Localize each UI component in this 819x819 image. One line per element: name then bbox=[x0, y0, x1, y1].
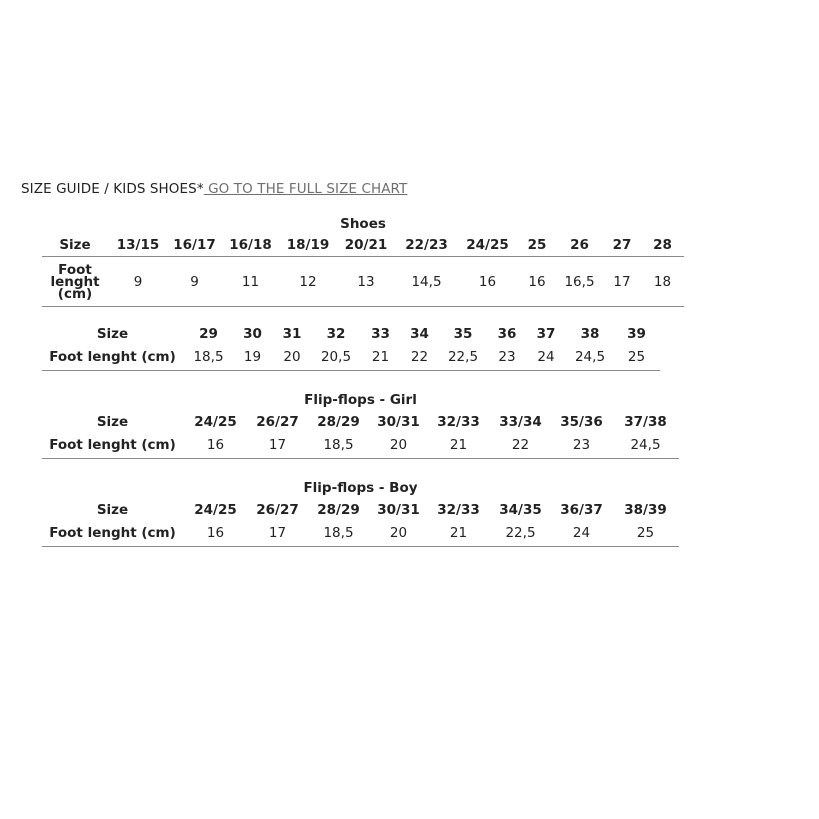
size-cell: 18/19 bbox=[280, 235, 336, 257]
foot-length-label-line: Foot bbox=[58, 261, 92, 278]
size-cell: 25 bbox=[518, 235, 556, 257]
length-cell: 24,5 bbox=[567, 345, 613, 371]
foot-length-label: Foot lenght (cm) bbox=[42, 345, 183, 371]
size-cell: 26/27 bbox=[256, 502, 299, 518]
size-cell: 34/35 bbox=[499, 502, 542, 518]
size-cell: 30 bbox=[243, 326, 262, 342]
length-cell: 18,5 bbox=[307, 521, 370, 547]
shoes-caption: Shoes bbox=[340, 216, 386, 232]
shoes-size-table bbox=[42, 235, 684, 307]
foot-length-label-line: lenght bbox=[50, 273, 100, 290]
size-cell: 34 bbox=[410, 326, 429, 342]
size-cell: 38 bbox=[580, 326, 600, 342]
size-cell: 31 bbox=[282, 326, 302, 342]
size-header: Size bbox=[96, 326, 129, 342]
length-cell: 18 bbox=[641, 257, 684, 307]
size-cell: 36/37 bbox=[560, 502, 603, 518]
length-cell: 16 bbox=[183, 521, 248, 547]
length-cell: 20 bbox=[370, 521, 427, 547]
shoes-size-table-continued bbox=[42, 323, 660, 371]
size-cell: 32/33 bbox=[437, 414, 480, 430]
size-cell: 16/17 bbox=[168, 235, 221, 257]
length-cell: 9 bbox=[168, 257, 221, 307]
size-cell: 22/23 bbox=[396, 235, 457, 257]
length-cell: 11 bbox=[221, 257, 280, 307]
flipflops-boy-size-table bbox=[42, 499, 679, 547]
size-header: Size bbox=[96, 414, 129, 430]
length-cell: 22 bbox=[402, 345, 437, 371]
flipflops-girl-caption: Flip-flops - Girl bbox=[304, 392, 417, 408]
size-cell: 28 bbox=[641, 235, 684, 257]
length-cell: 22,5 bbox=[437, 345, 489, 371]
length-cell: 16 bbox=[457, 257, 518, 307]
size-guide-title: SIZE GUIDE / KIDS SHOES* bbox=[21, 181, 204, 197]
length-cell: 20,5 bbox=[313, 345, 359, 371]
length-cell: 22,5 bbox=[490, 521, 551, 547]
length-cell: 24 bbox=[525, 345, 567, 371]
size-cell: 26 bbox=[556, 235, 603, 257]
length-cell: 20 bbox=[271, 345, 313, 371]
foot-length-label: Foot lenght (cm) bbox=[42, 433, 183, 459]
length-cell: 21 bbox=[359, 345, 402, 371]
size-cell: 37 bbox=[536, 326, 556, 342]
size-header: Size bbox=[42, 235, 108, 257]
length-cell: 18,5 bbox=[183, 345, 234, 371]
length-cell: 21 bbox=[427, 433, 490, 459]
size-cell: 35/36 bbox=[560, 414, 603, 430]
size-cell: 16/18 bbox=[221, 235, 280, 257]
length-cell: 17 bbox=[248, 433, 307, 459]
flipflops-boy-caption: Flip-flops - Boy bbox=[303, 480, 418, 496]
size-cell: 26/27 bbox=[256, 414, 299, 430]
size-header: Size bbox=[96, 502, 129, 518]
size-cell: 33 bbox=[371, 326, 390, 342]
length-cell: 25 bbox=[612, 521, 679, 547]
size-cell: 28/29 bbox=[317, 414, 360, 430]
full-size-chart-link[interactable]: GO TO THE FULL SIZE CHART bbox=[203, 181, 408, 197]
size-cell: 38/39 bbox=[624, 502, 667, 518]
length-cell: 22 bbox=[490, 433, 551, 459]
foot-length-label: Foot lenght (cm) bbox=[42, 521, 183, 547]
length-cell: 23 bbox=[551, 433, 612, 459]
length-cell: 24,5 bbox=[612, 433, 679, 459]
size-cell: 39 bbox=[627, 326, 646, 342]
size-cell: 30/31 bbox=[377, 414, 420, 430]
size-cell: 35 bbox=[453, 326, 473, 342]
size-cell: 37/38 bbox=[624, 414, 667, 430]
size-cell: 32 bbox=[326, 326, 346, 342]
foot-length-label-line: (cm) bbox=[57, 285, 93, 302]
size-cell: 29 bbox=[199, 326, 218, 342]
size-guide-header bbox=[21, 181, 407, 197]
length-cell: 16 bbox=[183, 433, 248, 459]
size-cell: 27 bbox=[603, 235, 641, 257]
length-cell: 24 bbox=[551, 521, 612, 547]
size-cell: 24/25 bbox=[457, 235, 518, 257]
length-cell: 12 bbox=[280, 257, 336, 307]
length-cell: 23 bbox=[489, 345, 525, 371]
size-cell: 20/21 bbox=[336, 235, 396, 257]
length-cell: 16 bbox=[518, 257, 556, 307]
length-cell: 14,5 bbox=[396, 257, 457, 307]
length-cell: 21 bbox=[427, 521, 490, 547]
size-cell: 13/15 bbox=[108, 235, 168, 257]
length-cell: 25 bbox=[613, 345, 660, 371]
length-cell: 9 bbox=[108, 257, 168, 307]
size-cell: 24/25 bbox=[194, 414, 237, 430]
size-cell: 36 bbox=[497, 326, 517, 342]
size-cell: 30/31 bbox=[377, 502, 420, 518]
length-cell: 17 bbox=[248, 521, 307, 547]
size-cell: 33/34 bbox=[499, 414, 542, 430]
size-cell: 24/25 bbox=[194, 502, 237, 518]
length-cell: 17 bbox=[603, 257, 641, 307]
size-cell: 28/29 bbox=[317, 502, 360, 518]
foot-length-label bbox=[42, 257, 108, 307]
flipflops-girl-size-table bbox=[42, 411, 679, 459]
size-cell: 32/33 bbox=[437, 502, 480, 518]
length-cell: 16,5 bbox=[556, 257, 603, 307]
length-cell: 20 bbox=[370, 433, 427, 459]
length-cell: 13 bbox=[336, 257, 396, 307]
length-cell: 18,5 bbox=[307, 433, 370, 459]
length-cell: 19 bbox=[234, 345, 271, 371]
